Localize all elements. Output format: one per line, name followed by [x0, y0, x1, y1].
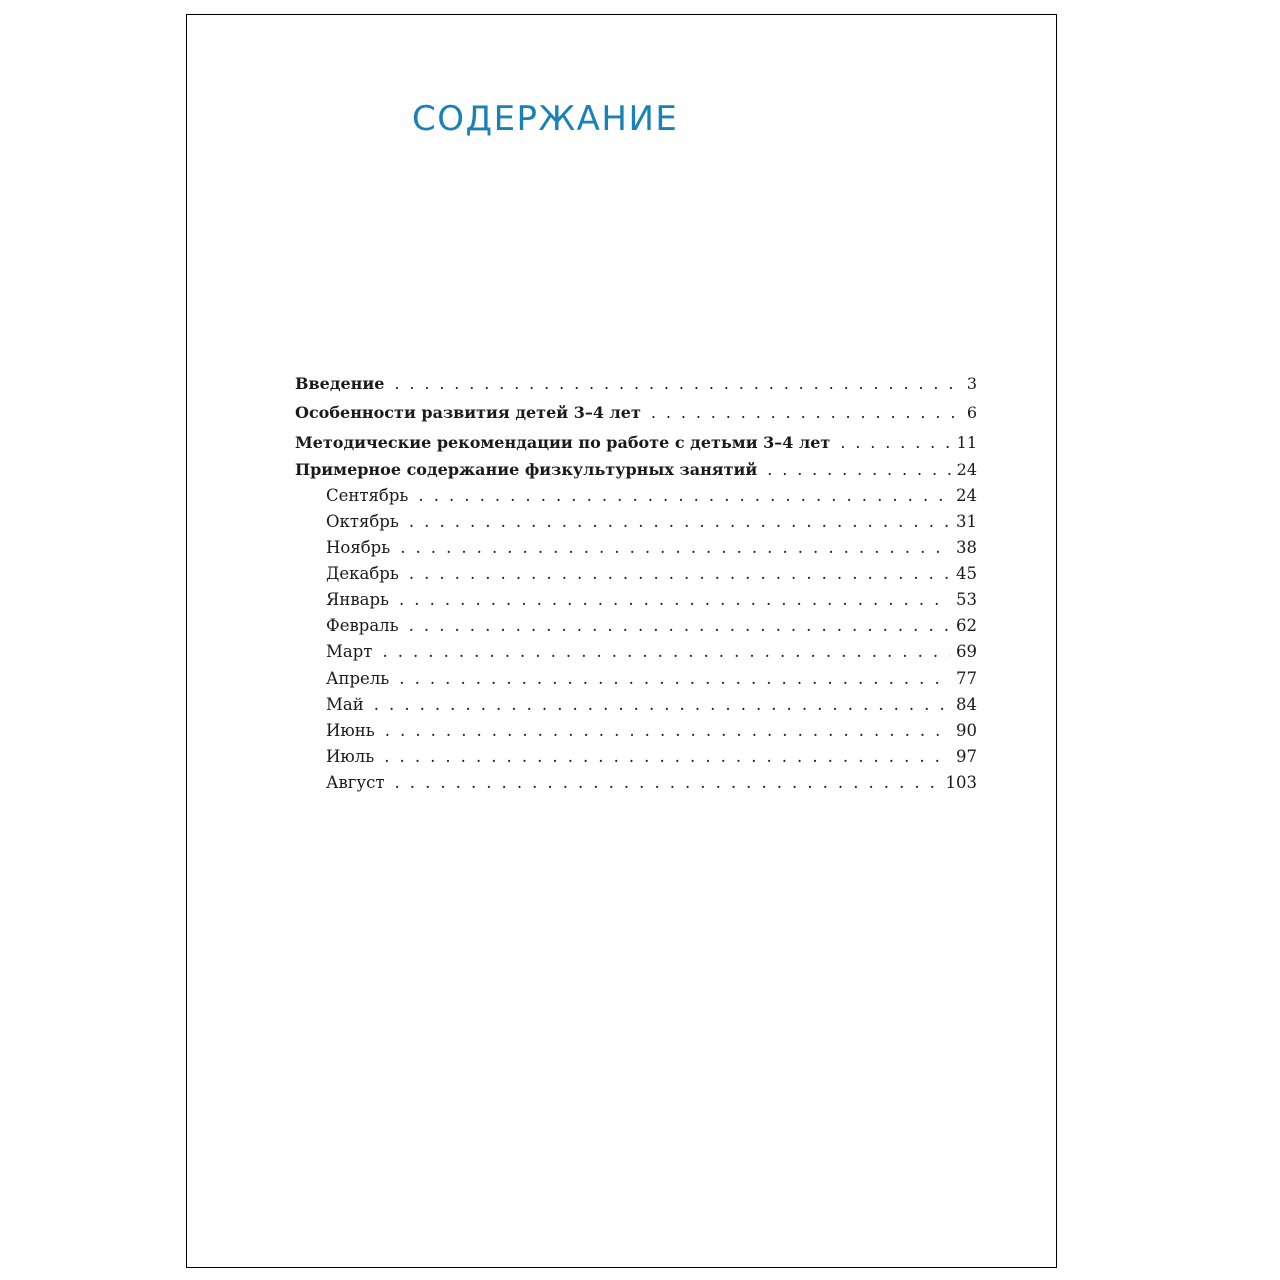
toc-entry-label: Январь: [326, 590, 389, 610]
dot-leader: [409, 613, 950, 639]
toc-entry-introduction: [295, 369, 977, 398]
toc-entry-page: 90: [956, 720, 977, 740]
dot-leader: [395, 770, 940, 796]
page-title: СОДЕРЖАНИЕ: [412, 99, 679, 139]
toc-entry-page: 3: [966, 374, 977, 393]
toc-entry-month: [295, 587, 977, 613]
toc-entry-label: Методические рекомендации по работе с детьми 3–4 лет: [295, 432, 831, 452]
toc-entry-label: Примерное содержание физкультурных занятий: [295, 459, 758, 479]
toc-entry-development-features: [295, 398, 977, 427]
dot-leader: [409, 561, 950, 587]
toc-entry-page: 97: [956, 746, 977, 766]
table-of-contents: [295, 369, 977, 796]
toc-entry-page: 62: [956, 616, 977, 636]
toc-entry-label: Июль: [326, 746, 375, 766]
dot-leader: [384, 744, 950, 770]
dot-leader: [651, 398, 961, 427]
dot-leader: [767, 457, 950, 483]
toc-entry-page: 103: [945, 772, 977, 792]
toc-entry-page: 6: [966, 403, 977, 423]
toc-entry-month: [295, 613, 977, 639]
toc-entry-label: Декабрь: [326, 564, 399, 584]
dot-leader: [385, 718, 950, 744]
toc-entry-sample-content: [295, 457, 977, 483]
toc-entry-page: 11: [956, 432, 977, 452]
toc-entry-page: 31: [956, 511, 977, 531]
toc-entry-month: [295, 561, 977, 587]
dot-leader: [418, 483, 950, 509]
toc-entry-month: [295, 666, 977, 692]
toc-entry-label: Октябрь: [326, 511, 399, 531]
toc-entry-page: 53: [956, 590, 977, 610]
toc-entry-page: 45: [956, 564, 977, 584]
toc-entry-label: Особенности развития детей 3–4 лет: [295, 403, 641, 423]
dot-leader: [400, 535, 950, 561]
dot-leader: [394, 369, 960, 398]
toc-entry-label: Ноябрь: [326, 538, 391, 558]
toc-entry-label: Введение: [295, 374, 385, 393]
toc-entry-page: 24: [956, 485, 977, 505]
dot-leader: [409, 509, 950, 535]
dot-leader: [374, 692, 950, 718]
toc-entry-label: Сентябрь: [326, 485, 409, 505]
toc-entry-month: [295, 509, 977, 535]
toc-entry-label: Май: [326, 694, 364, 714]
toc-entry-month: [295, 744, 977, 770]
toc-entry-page: 24: [956, 459, 977, 479]
toc-entry-month: [295, 535, 977, 561]
toc-entry-page: 69: [956, 642, 977, 662]
toc-entry-label: Июнь: [326, 720, 375, 740]
toc-entry-page: 84: [956, 694, 977, 714]
toc-entry-month: [295, 639, 977, 665]
toc-entry-page: 77: [956, 668, 977, 688]
toc-entry-month: [295, 770, 977, 796]
toc-entry-month: [295, 483, 977, 509]
toc-entry-label: Апрель: [326, 668, 390, 688]
toc-entry-label: Февраль: [326, 616, 399, 636]
toc-entry-month: [295, 718, 977, 744]
toc-entry-page: 38: [956, 538, 977, 558]
document-page: [186, 14, 1057, 1268]
dot-leader: [399, 587, 950, 613]
toc-entry-label: Март: [326, 642, 373, 662]
dot-leader: [382, 639, 950, 665]
dot-leader: [399, 666, 950, 692]
toc-entry-month: [295, 692, 977, 718]
toc-entry-label: Август: [326, 772, 385, 792]
dot-leader: [840, 428, 950, 457]
toc-entry-methodical-recommendations: [295, 428, 977, 457]
